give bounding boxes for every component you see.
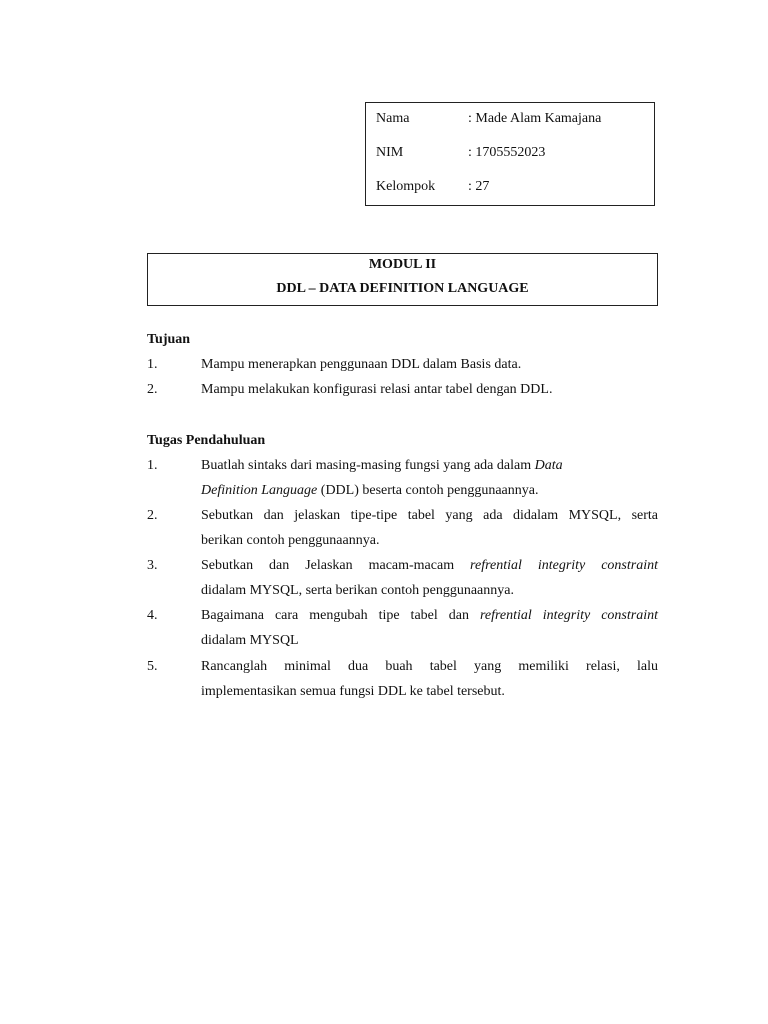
identity-label: NIM bbox=[376, 145, 404, 160]
item-line: Mampu melakukan konfigurasi relasi antar tabel dengan DDL. bbox=[201, 382, 553, 397]
item-line bbox=[201, 478, 658, 503]
identity-value: : 1705552023 bbox=[468, 145, 546, 160]
text-segment: Sebutkan dan Jelaskan macam-macam bbox=[201, 558, 471, 573]
item-line: Mampu menerapkan penggunaan DDL dalam Basis data. bbox=[201, 357, 522, 372]
identity-value: : 27 bbox=[468, 179, 490, 194]
module-title-box bbox=[147, 253, 658, 306]
identity-label: Nama bbox=[376, 111, 410, 126]
italic-term: Definition Language bbox=[201, 483, 318, 498]
list-item-text bbox=[201, 503, 658, 553]
text-segment: Buatlah sintaks dari masing-masing fungsi yang ada dalam bbox=[201, 458, 535, 473]
item-line: berikan contoh penggunaannya. bbox=[201, 533, 380, 548]
italic-term: refrential integrity constraint bbox=[470, 558, 659, 573]
identity-label: Kelompok bbox=[376, 179, 436, 194]
list-number: 2. bbox=[147, 508, 158, 523]
item-line: didalam MYSQL, serta berikan contoh penggunaannya. bbox=[201, 583, 514, 598]
list-item-text bbox=[201, 553, 658, 603]
list-item-text bbox=[201, 654, 658, 704]
text-segment: (DDL) beserta contoh penggunaannya. bbox=[317, 483, 539, 498]
tujuan-heading: Tujuan bbox=[147, 332, 191, 347]
module-title: MODUL II bbox=[368, 257, 437, 272]
student-identity-box bbox=[365, 102, 655, 206]
item-line bbox=[201, 453, 658, 478]
list-number: 2. bbox=[147, 382, 158, 397]
tugas-heading: Tugas Pendahuluan bbox=[147, 433, 266, 448]
item-line: didalam MYSQL bbox=[201, 633, 299, 648]
list-number: 4. bbox=[147, 608, 158, 623]
list-number: 1. bbox=[147, 458, 158, 473]
list-number: 5. bbox=[147, 659, 158, 674]
item-line: Sebutkan dan jelaskan tipe-tipe tabel yang ada didalam MYSQL, serta bbox=[201, 508, 658, 523]
list-item-text bbox=[201, 352, 658, 377]
item-line: Rancanglah minimal dua buah tabel yang memiliki relasi, lalu bbox=[201, 659, 658, 674]
italic-term: Data bbox=[534, 458, 563, 473]
module-subtitle: DDL – DATA DEFINITION LANGUAGE bbox=[276, 281, 529, 296]
list-item-text bbox=[201, 453, 658, 503]
item-line: implementasikan semua fungsi DDL ke tabel tersebut. bbox=[201, 684, 505, 699]
list-item-text bbox=[201, 377, 658, 402]
list-item-text bbox=[201, 603, 658, 653]
italic-term: refrential integrity constraint bbox=[479, 608, 658, 623]
text-segment: Bagaimana cara mengubah tipe tabel dan bbox=[201, 608, 480, 623]
item-line bbox=[201, 603, 658, 628]
list-number: 3. bbox=[147, 558, 158, 573]
item-line bbox=[201, 553, 658, 578]
identity-value: : Made Alam Kamajana bbox=[468, 111, 602, 126]
list-number: 1. bbox=[147, 357, 158, 372]
